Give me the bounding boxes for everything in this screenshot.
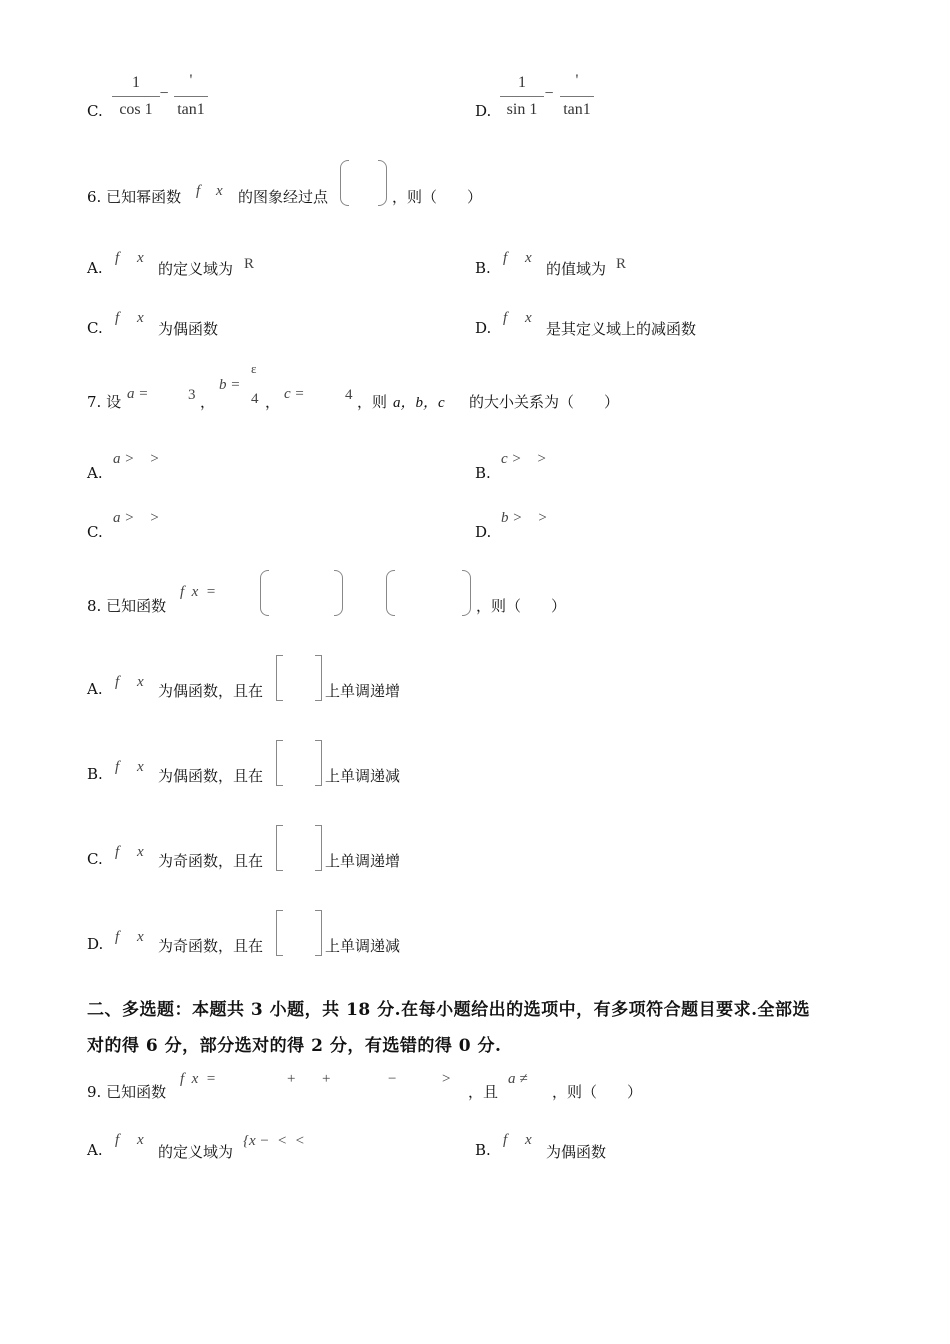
q6-f: f — [196, 183, 201, 199]
q6-option-b-f: f — [503, 250, 508, 266]
q7-option-b-expr: c > > — [501, 451, 547, 467]
q8-option-d-f: f — [115, 929, 120, 945]
q8-option-c-bracket-right — [315, 825, 322, 871]
q9-option-a-x: x — [137, 1132, 144, 1148]
q6-option-c-label: C. — [87, 319, 103, 337]
q8-fx-expr: f x = — [180, 584, 216, 600]
q8-option-a-tail: 上单调递增 — [325, 682, 401, 700]
q7-option-a-expr: a > > — [113, 451, 160, 467]
q8-option-b-bracket-left — [276, 740, 283, 786]
q6-option-c-text: 为偶函数 — [158, 320, 219, 338]
q6-option-c-f: f — [115, 310, 120, 326]
q9-a-neq: a ≠ — [508, 1071, 528, 1087]
q9-option-b-text: 为偶函数 — [546, 1143, 607, 1161]
q7-stem-prefix: 7. 设 — [87, 393, 122, 411]
q7-option-c-label: C. — [87, 523, 103, 541]
q8-option-b-f: f — [115, 759, 120, 775]
q9-minus: − — [388, 1071, 397, 1087]
q8-option-b-bracket-right — [315, 740, 322, 786]
q9-option-a-text: 的定义域为 — [158, 1143, 234, 1161]
q9-stem-suffix: ，则（ ） — [552, 1083, 643, 1101]
q8-option-b-mid: 为偶函数，且在 — [158, 767, 264, 785]
q8-paren-2-left — [386, 570, 395, 616]
q9-gt: > — [442, 1071, 451, 1087]
q8-option-b-x: x — [137, 759, 144, 775]
q6-point-paren-left — [340, 160, 349, 206]
q6-stem-mid: 的图象经过点 — [238, 188, 329, 206]
q5-option-d-label: D. — [475, 102, 492, 120]
q6-option-a-x: x — [137, 250, 144, 266]
q6-option-d-f: f — [503, 310, 508, 326]
q9-option-b-x: x — [525, 1132, 532, 1148]
q8-option-d-mid: 为奇函数，且在 — [158, 937, 264, 955]
q8-option-a-mid: 为偶函数，且在 — [158, 682, 264, 700]
q9-option-a-f: f — [115, 1132, 120, 1148]
q6-option-b-tail: R — [616, 256, 627, 272]
q5-option-c-label: C. — [87, 102, 103, 120]
q8-option-c-tail: 上单调递增 — [325, 852, 401, 870]
q6-option-a-f: f — [115, 250, 120, 266]
q8-option-c-f: f — [115, 844, 120, 860]
q7-vars: a，b，c — [393, 395, 445, 411]
q6-point-paren-right — [378, 160, 387, 206]
q6-option-c-x: x — [137, 310, 144, 326]
q9-option-a-set: {x − < < — [243, 1133, 305, 1149]
q7-c-value: 4 — [345, 387, 353, 403]
q8-option-d-bracket-left — [276, 910, 283, 956]
q6-option-a-tail: R — [244, 256, 255, 272]
q8-option-c-bracket-left — [276, 825, 283, 871]
q6-option-b-x: x — [525, 250, 532, 266]
q9-option-b-f: f — [503, 1132, 508, 1148]
q7-a-value: 3 — [188, 387, 196, 403]
q6-option-a-text: 的定义域为 — [158, 260, 234, 278]
q8-paren-1-left — [260, 570, 269, 616]
q6-option-d-x: x — [525, 310, 532, 326]
q9-option-b-label: B. — [475, 1141, 491, 1159]
q8-paren-2-right — [462, 570, 471, 616]
q6-option-b-text: 的值域为 — [546, 260, 607, 278]
q7-option-c-expr: a > > — [113, 510, 160, 526]
q8-stem-suffix: ，则（ ） — [476, 597, 567, 615]
q7-c-expr: c = — [284, 386, 305, 402]
q8-option-c-x: x — [137, 844, 144, 860]
q9-plus-2: + — [322, 1071, 331, 1087]
q6-option-d-label: D. — [475, 319, 492, 337]
q6-option-a-label: A. — [87, 259, 103, 277]
q7-b-superscript: ε — [251, 361, 257, 376]
q6-stem-prefix: 6. 已知幂函数 — [87, 188, 182, 206]
q9-plus-1: + — [287, 1071, 296, 1087]
q9-and: ，且 — [468, 1083, 499, 1101]
section2-heading-line2: 对的得 6 分，部分选对的得 2 分，有选错的得 0 分. — [87, 1036, 502, 1056]
q8-option-a-bracket-right — [315, 655, 322, 701]
q7-option-d-expr: b > > — [501, 510, 548, 526]
q9-option-a-label: A. — [87, 1141, 103, 1159]
q8-option-b-tail: 上单调递减 — [325, 767, 401, 785]
q8-stem-prefix: 8. 已知函数 — [87, 597, 167, 615]
q8-option-d-tail: 上单调递减 — [325, 937, 401, 955]
q6-option-d-text: 是其定义域上的减函数 — [546, 320, 697, 338]
q9-stem-prefix: 9. 已知函数 — [87, 1083, 167, 1101]
q8-option-a-x: x — [137, 674, 144, 690]
q9-fx-expr: f x = — [180, 1071, 216, 1087]
q7-stem-suffix: ，则 — [357, 393, 388, 411]
q8-option-d-bracket-right — [315, 910, 322, 956]
q8-option-a-bracket-left — [276, 655, 283, 701]
q7-option-b-label: B. — [475, 464, 491, 482]
q8-option-a-f: f — [115, 674, 120, 690]
q7-stem-end: 的大小关系为（ ） — [469, 393, 620, 411]
q8-option-d-x: x — [137, 929, 144, 945]
q8-option-c-mid: 为奇函数，且在 — [158, 852, 264, 870]
q6-stem-suffix: ，则（ ） — [392, 188, 483, 206]
section2-heading-line1: 二、多选题：本题共 3 小题，共 18 分.在每小题给出的选项中，有多项符合题目要求.全部选 — [87, 1000, 810, 1020]
q7-b-expr: b = — [219, 377, 241, 393]
q7-option-d-label: D. — [475, 523, 492, 541]
q8-paren-1-right — [334, 570, 343, 616]
q7-option-a-label: A. — [87, 464, 103, 482]
q7-b-value: 4 — [251, 391, 259, 407]
q7-a-expr: a = — [127, 386, 149, 402]
q6-x: x — [216, 183, 223, 199]
q6-option-b-label: B. — [475, 259, 491, 277]
